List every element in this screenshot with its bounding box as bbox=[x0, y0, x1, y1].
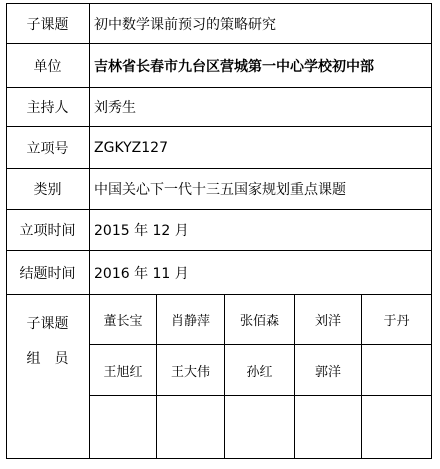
value-project-number: ZGKYZ127 bbox=[94, 139, 168, 156]
label-start-date: 立项时间 bbox=[19, 223, 76, 239]
label-host: 主持人 bbox=[26, 100, 69, 116]
rule bbox=[6, 458, 432, 459]
member-name: 肖静萍 bbox=[170, 314, 210, 329]
member-name: 郭洋 bbox=[314, 364, 341, 380]
member-name: 董长宝 bbox=[103, 314, 143, 329]
member-name: 王旭红 bbox=[103, 364, 143, 380]
project-info-table bbox=[6, 0, 432, 460]
member-name: 张佰森 bbox=[239, 314, 279, 329]
label-project-number: 立项号 bbox=[26, 140, 69, 157]
value-unit: 吉林省长春市九台区营城第一中心学校初中部 bbox=[94, 58, 374, 75]
member-name: 孙红 bbox=[246, 364, 273, 380]
label-unit: 单位 bbox=[33, 58, 62, 75]
member-name: 王大伟 bbox=[170, 364, 210, 380]
rule bbox=[89, 395, 432, 396]
value-category: 中国关心下一代十三五国家规划重点课题 bbox=[94, 182, 346, 198]
member-name: 于丹 bbox=[383, 314, 410, 329]
label-end-date: 结题时间 bbox=[19, 265, 76, 282]
label-subtopic: 子课题 bbox=[26, 16, 69, 33]
rule bbox=[431, 3, 432, 459]
value-end-date: 2016 年 11 月 bbox=[94, 265, 189, 282]
value-host: 刘秀生 bbox=[94, 100, 136, 116]
value-subtopic: 初中数学课前预习的策略研究 bbox=[94, 16, 276, 33]
label-members-line1: 子课题 bbox=[26, 316, 69, 332]
value-start-date: 2015 年 12 月 bbox=[94, 223, 189, 239]
label-members-line2: 组 员 bbox=[26, 351, 69, 367]
label-category: 类别 bbox=[33, 182, 62, 198]
member-name: 刘洋 bbox=[314, 314, 341, 329]
